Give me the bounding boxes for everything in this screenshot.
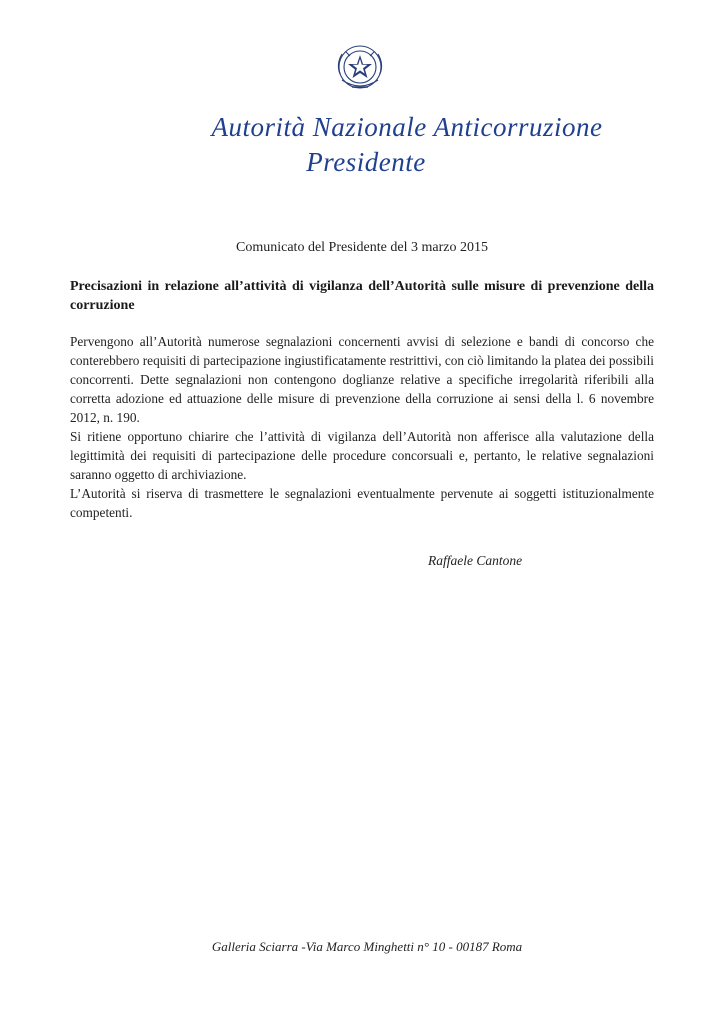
communique-date-line: Comunicato del Presidente del 3 marzo 2015 [236,240,488,255]
body-text [70,332,654,522]
paragraph: L’Autorità si riserva di trasmettere le segnalazioni eventualmente pervenute ai soggetti istituzionalmente competenti. [70,486,654,520]
organization-name: Autorità Nazionale Anticorruzione [211,112,603,142]
organization-role: Presidente [306,147,426,177]
document-heading: Precisazioni in relazione all’attività di vigilanza dell’Autorità sulle misure di prevenzione della corruzione [70,279,654,313]
paragraph: Si ritiene opportuno chiarire che l’attività di vigilanza dell’Autorità non afferisce alla valutazione della legittimità dei requisiti di partecipazione delle procedure concorsuali e, pertanto, le relative segnalazioni saranno oggetto di archiviazione. [70,429,654,482]
signature: Raffaele Cantone [428,553,523,568]
footer-address: Galleria Sciarra -Via Marco Minghetti n° 10 - 00187 Roma [211,939,523,954]
italian-republic-emblem-icon [332,40,388,96]
paragraph: Pervengono all’Autorità numerose segnalazioni concernenti avvisi di selezione e bandi di concorso che conterebbero requisiti di partecipazione ingiustificatamente restrittivi, con ciò limitando la platea dei possibili concorrenti. Dette segnalazioni non contengono doglianze relative a specifiche irregolarità riferibili alla corretta adozione ed attuazione delle misure di prevenzione della corruzione ai sensi della l. 6 novembre 2012, n. 190. [70,334,654,425]
